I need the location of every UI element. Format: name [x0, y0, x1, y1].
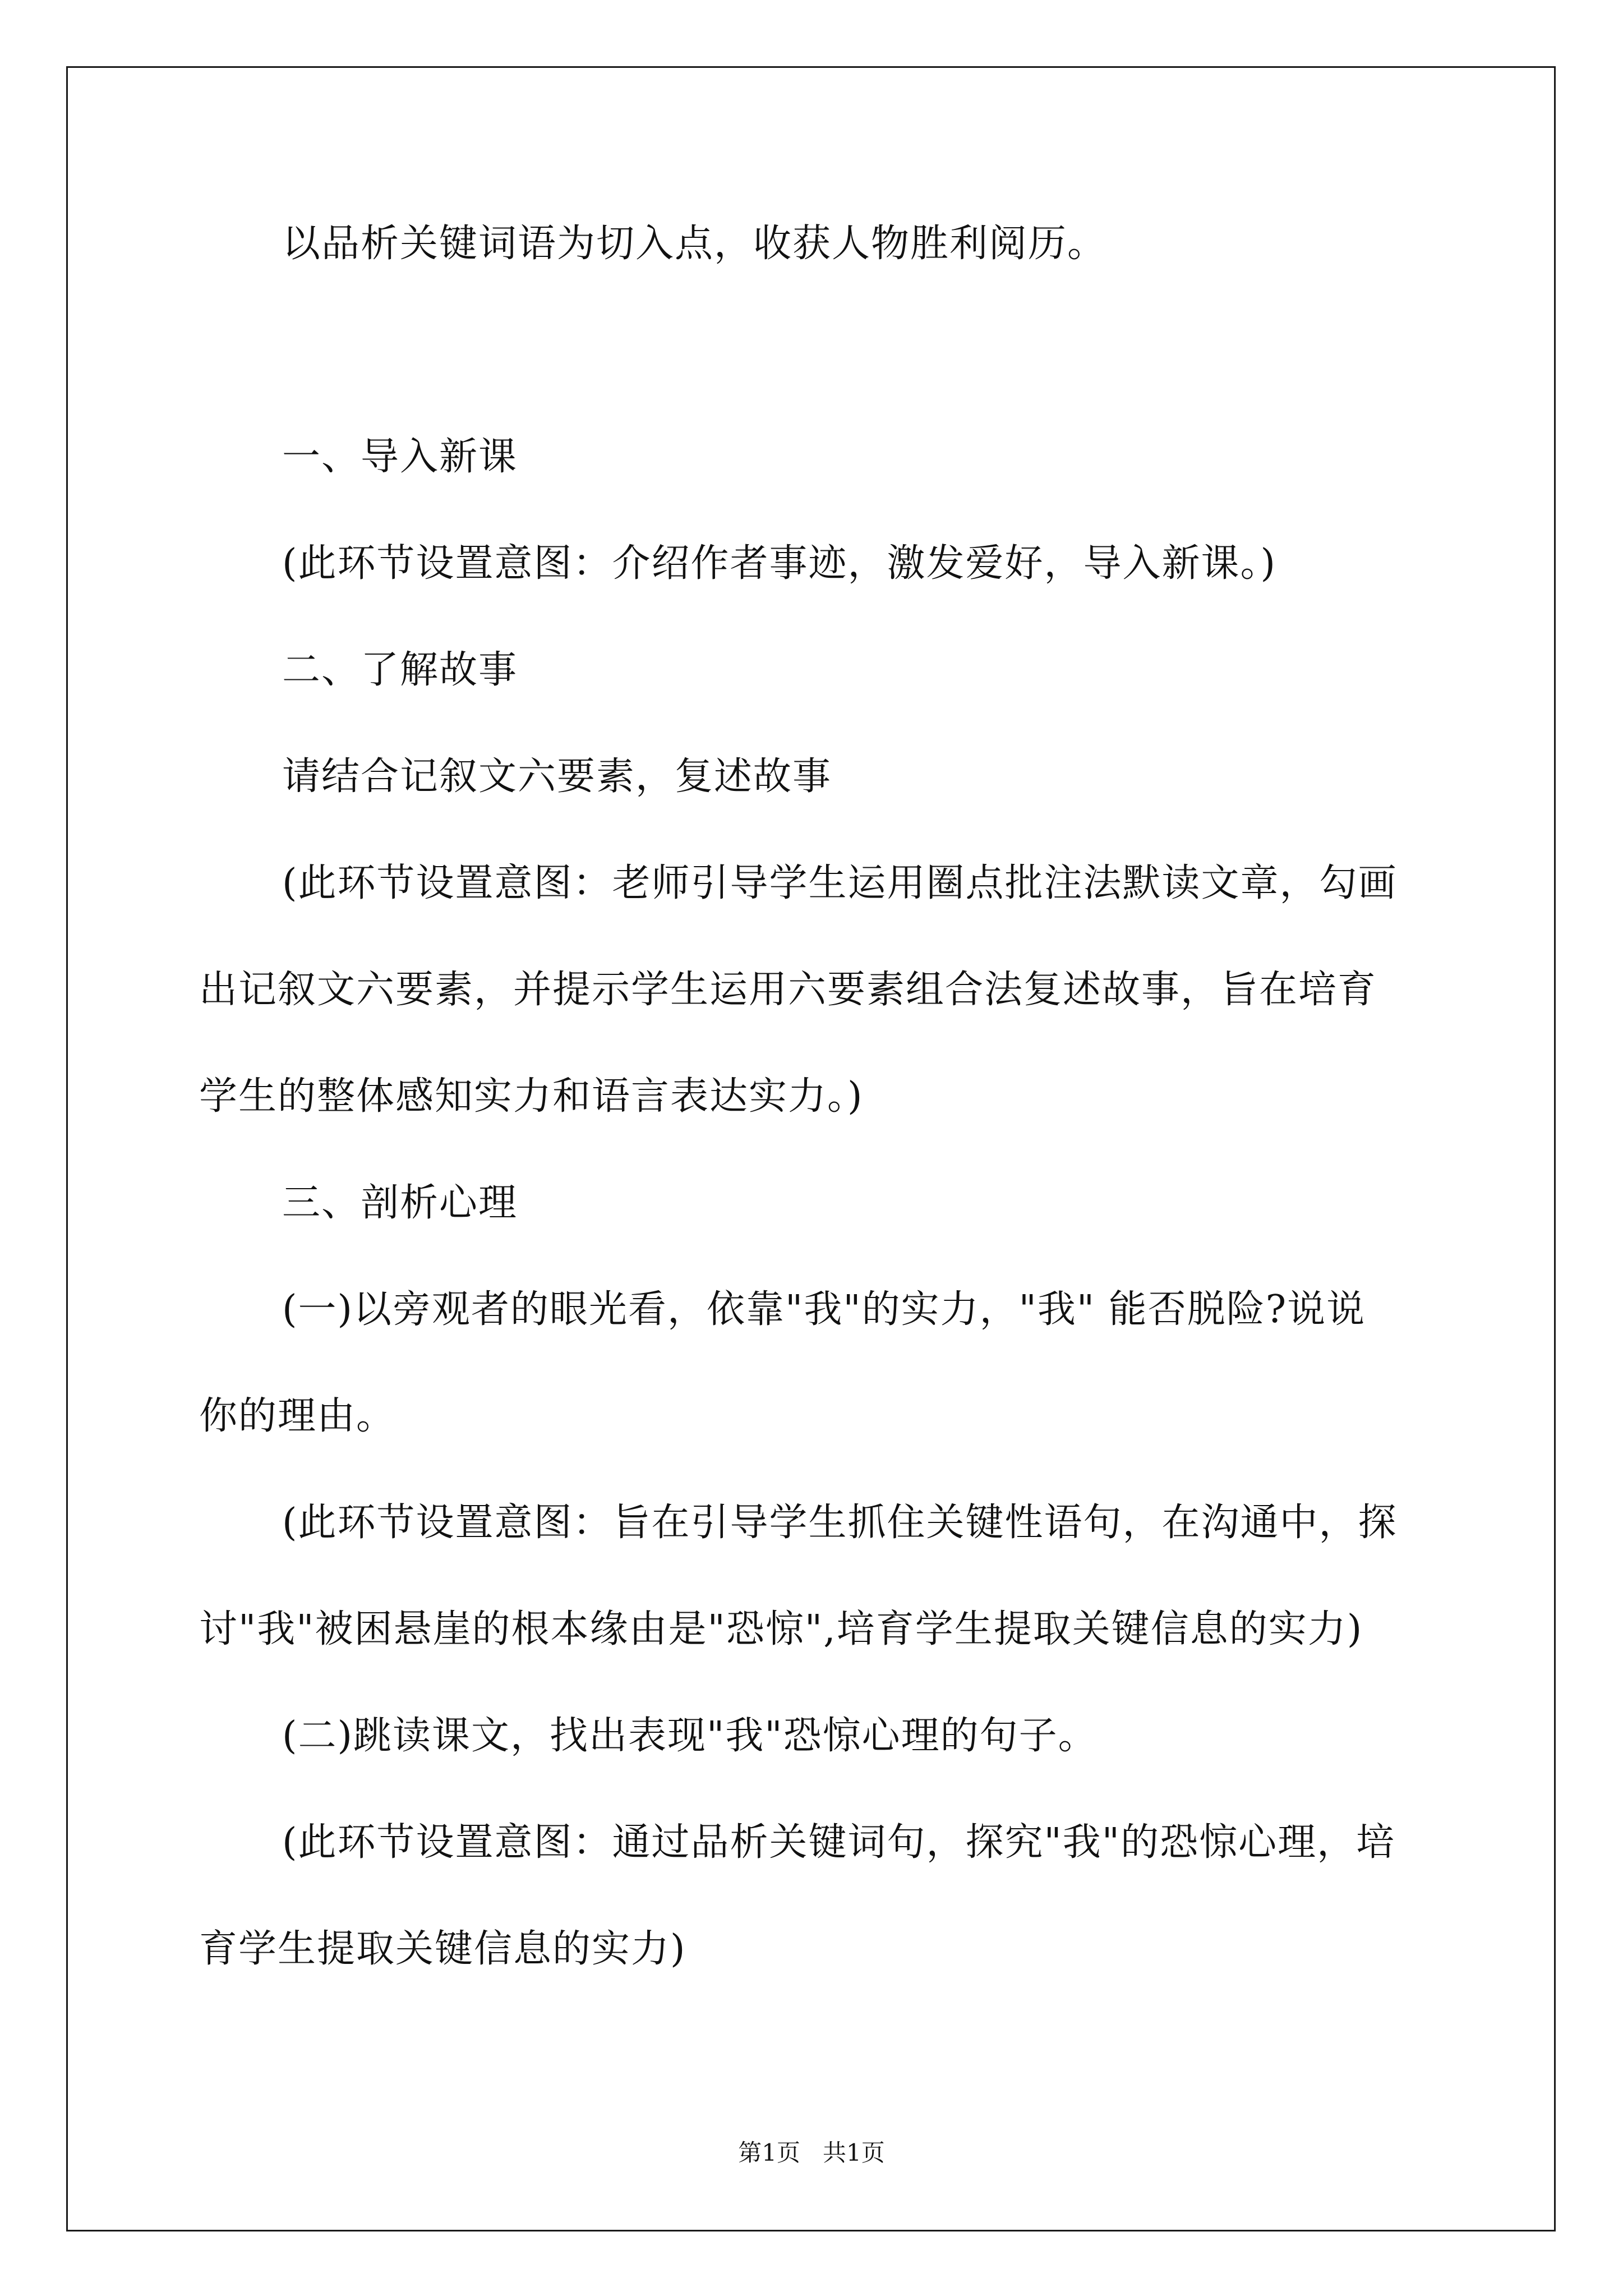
paragraph-line: (二)跳读课文，找出表现"我"恐惊心理的句子。: [282, 1714, 1098, 1758]
paragraph-line: (此环节设置意图：旨在引导学生抓住关键性语句，在沟通中，探: [282, 1501, 1398, 1545]
paragraph-line: (一)以旁观者的眼光看，依靠"我"的实力，"我" 能否脱险?说说: [282, 1287, 1366, 1332]
section-heading: 二、了解故事: [282, 648, 518, 692]
paragraph-line: (此环节设置意图：介绍作者事迹，激发爱好，导入新课。): [282, 541, 1277, 586]
document-body: [199, 191, 1433, 2003]
paragraph-line: 出记叙文六要素，并提示学生运用六要素组合法复述故事，旨在培育: [199, 968, 1377, 1012]
section-heading: 三、剖析心理: [282, 1181, 518, 1225]
paragraph-line: (此环节设置意图：老师引导学生运用圈点批注法默读文章，勾画: [282, 861, 1398, 905]
paragraph-line: (此环节设置意图：通过品析关键词句，探究"我"的恐惊心理，培: [282, 1820, 1396, 1865]
paragraph-line: 学生的整体感知实力和语言表达实力。): [199, 1074, 864, 1119]
section-heading: 一、导入新课: [282, 435, 518, 479]
paragraph-line: 你的理由。: [199, 1394, 396, 1438]
paragraph-line: 请结合记叙文六要素，复述故事: [282, 754, 832, 799]
paragraph-gap: [199, 297, 1433, 404]
paragraph-line: 育学生提取关键信息的实力): [199, 1927, 686, 1971]
paragraph-line: 以品析关键词语为切入点，收获人物胜利阅历。: [282, 222, 1107, 266]
paragraph-line: 讨"我"被困悬崖的根本缘由是"恐惊",培育学生提取关键信息的实力): [199, 1607, 1363, 1651]
page-number: 第1页 共1页: [738, 2139, 885, 2166]
